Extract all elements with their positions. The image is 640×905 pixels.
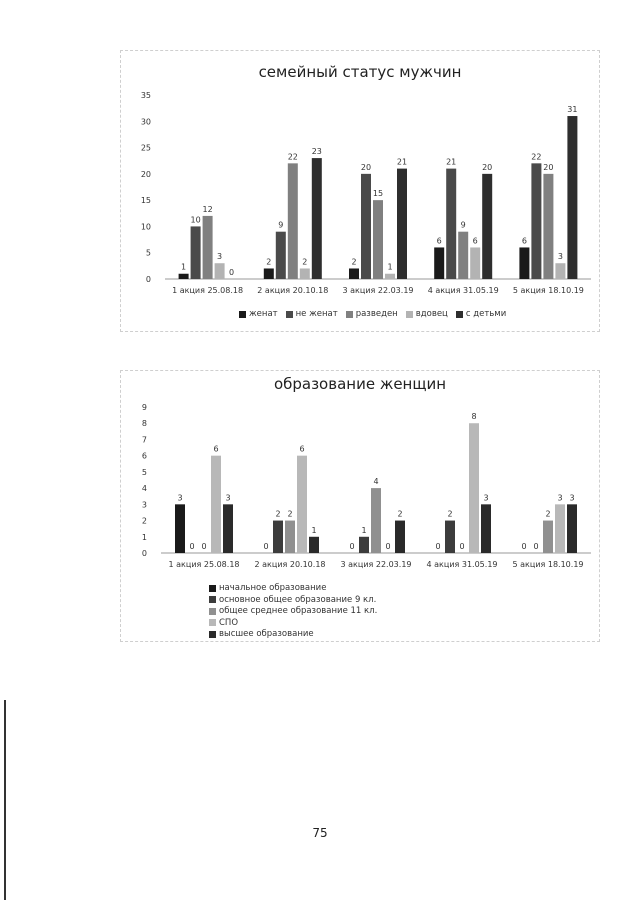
data-label: 22 (287, 152, 298, 162)
data-label: 20 (360, 162, 372, 172)
bar (446, 169, 456, 279)
y-tick-label: 20 (140, 169, 151, 179)
data-label: 2 (351, 257, 357, 267)
data-label: 21 (396, 157, 408, 167)
data-label: 1 (181, 262, 187, 272)
legend-item (209, 618, 359, 628)
bar (434, 247, 444, 279)
legend-item (346, 309, 398, 319)
legend-label: общее среднее образование 11 кл. (219, 606, 378, 616)
y-tick-label: 9 (141, 403, 147, 412)
data-label: 6 (213, 444, 219, 454)
x-tick-label: 3 акция 22.03.19 (340, 560, 412, 569)
y-tick-label: 0 (145, 275, 151, 284)
legend-label: разведен (355, 309, 398, 319)
chart-men-marital-status (120, 50, 600, 332)
bar (223, 504, 233, 553)
legend-swatch (286, 311, 293, 318)
legend-swatch (209, 608, 216, 615)
legend-label: начальное образование (219, 583, 327, 593)
y-tick-label: 1 (141, 532, 147, 542)
data-label: 6 (521, 236, 527, 246)
legend-item (209, 595, 376, 605)
data-label: 3 (557, 252, 563, 262)
x-tick-label: 5 акция 18.10.19 (512, 286, 584, 295)
bar (211, 456, 221, 553)
data-label: 1 (311, 525, 317, 535)
x-tick-label: 1 акция 25.08.18 (168, 560, 240, 569)
data-label: 2 (287, 509, 293, 519)
data-label: 2 (397, 509, 403, 519)
bar (371, 488, 381, 553)
data-label: 3 (557, 493, 563, 503)
bar (567, 116, 577, 279)
legend-swatch (239, 311, 246, 318)
x-tick-label: 4 акция 31.05.19 (426, 560, 498, 569)
bar (470, 247, 480, 279)
data-label: 22 (531, 152, 542, 162)
bar (531, 163, 541, 279)
y-tick-label: 10 (140, 222, 151, 232)
data-label: 9 (278, 220, 284, 230)
x-tick-label: 2 акция 20.10.18 (254, 560, 326, 569)
bar (373, 200, 383, 279)
data-label: 2 (266, 257, 272, 267)
data-label: 3 (225, 493, 231, 503)
legend-item (209, 583, 359, 593)
x-tick-label: 5 акция 18.10.19 (512, 560, 584, 569)
data-label: 0 (533, 542, 539, 551)
data-label: 2 (275, 509, 281, 519)
bar (179, 274, 189, 279)
bar (482, 174, 492, 279)
bar (481, 504, 491, 553)
chart-women-education (120, 370, 600, 642)
data-label: 0 (521, 542, 527, 551)
x-tick-label: 4 акция 31.05.19 (427, 286, 499, 295)
data-label: 3 (217, 252, 223, 262)
y-tick-label: 30 (140, 117, 151, 127)
chart-plot (121, 51, 599, 331)
data-label: 0 (385, 542, 391, 551)
data-label: 6 (436, 236, 442, 246)
data-label: 0 (229, 268, 235, 277)
data-label: 0 (349, 542, 355, 551)
bar (264, 268, 274, 279)
legend-swatch (209, 585, 216, 592)
legend-label: высшее образование (219, 629, 314, 639)
bar (359, 537, 369, 553)
bar (567, 504, 577, 553)
legend-swatch (209, 631, 216, 638)
bar (215, 263, 225, 279)
chart-legend (239, 309, 514, 321)
data-label: 0 (189, 542, 195, 551)
data-label: 2 (302, 257, 308, 267)
bar (397, 169, 407, 279)
y-tick-label: 25 (140, 143, 151, 153)
bar (385, 274, 395, 279)
data-label: 1 (387, 262, 393, 272)
y-tick-label: 5 (141, 467, 147, 477)
bar (555, 263, 565, 279)
y-tick-label: 4 (141, 484, 147, 494)
bar (285, 521, 295, 553)
legend-label: женат (249, 309, 278, 319)
data-label: 3 (177, 493, 183, 503)
bar (276, 232, 286, 279)
bar (555, 504, 565, 553)
legend-item (209, 629, 359, 639)
y-tick-label: 15 (140, 196, 151, 206)
x-tick-label: 2 акция 20.10.18 (257, 286, 329, 295)
y-tick-label: 35 (140, 91, 151, 100)
data-label: 20 (543, 162, 554, 172)
legend-item (406, 309, 448, 319)
legend-item (456, 309, 506, 319)
legend-item (239, 309, 278, 319)
legend-label: вдовец (415, 309, 448, 319)
legend-label: с детьми (465, 309, 507, 319)
page-edge-line (4, 700, 6, 900)
bar (543, 174, 553, 279)
data-label: 3 (569, 493, 575, 503)
bar (458, 232, 468, 279)
data-label: 20 (482, 162, 493, 172)
data-label: 0 (435, 542, 441, 551)
y-tick-label: 5 (145, 248, 151, 258)
page-number: 75 (312, 826, 328, 840)
bar (445, 521, 455, 553)
data-label: 6 (472, 236, 478, 246)
data-label: 6 (299, 444, 305, 454)
data-label: 1 (361, 525, 367, 535)
y-tick-label: 8 (141, 419, 147, 429)
legend-swatch (346, 311, 353, 318)
bar (273, 521, 283, 553)
y-tick-label: 6 (141, 451, 147, 461)
data-label: 3 (483, 493, 489, 503)
legend-swatch (209, 596, 216, 603)
data-label: 31 (567, 105, 578, 115)
data-label: 0 (201, 542, 207, 551)
data-label: 9 (460, 220, 466, 230)
legend-swatch (406, 311, 413, 318)
bar (469, 423, 479, 553)
bar (519, 247, 529, 279)
legend-label: СПО (219, 617, 239, 628)
legend-item (209, 606, 377, 616)
y-tick-label: 7 (141, 435, 147, 445)
chart-legend (209, 583, 539, 641)
bar (297, 456, 307, 553)
y-tick-label: 0 (141, 549, 147, 558)
chart-title: образование женщин (273, 375, 447, 393)
data-label: 21 (446, 157, 457, 167)
data-label: 0 (459, 542, 465, 551)
x-tick-label: 1 акция 25.08.18 (172, 286, 244, 295)
bar (395, 521, 405, 553)
legend-swatch (209, 619, 216, 626)
data-label: 8 (471, 412, 477, 422)
data-label: 10 (190, 215, 201, 225)
data-label: 4 (373, 477, 379, 487)
bar (361, 174, 371, 279)
bar (312, 158, 322, 279)
x-tick-label: 3 акция 22.03.19 (342, 286, 414, 295)
bar (309, 537, 319, 553)
data-label: 12 (202, 204, 213, 214)
data-label: 23 (311, 147, 322, 157)
y-tick-label: 2 (141, 516, 147, 526)
bar (543, 521, 553, 553)
bar (175, 504, 185, 553)
bar (300, 268, 310, 279)
bar (191, 226, 201, 279)
data-label: 0 (263, 542, 269, 551)
data-label: 2 (545, 509, 551, 519)
legend-label: основное общее образование 9 кл. (219, 594, 377, 605)
bar (288, 163, 298, 279)
legend-swatch (456, 311, 463, 318)
data-label: 15 (372, 189, 384, 199)
bar (203, 216, 213, 279)
legend-item (286, 309, 338, 319)
y-tick-label: 3 (141, 500, 147, 510)
chart-title: семейный статус мужчин (258, 63, 462, 81)
bar (349, 268, 359, 279)
legend-label: не женат (295, 309, 338, 319)
data-label: 2 (447, 509, 453, 519)
